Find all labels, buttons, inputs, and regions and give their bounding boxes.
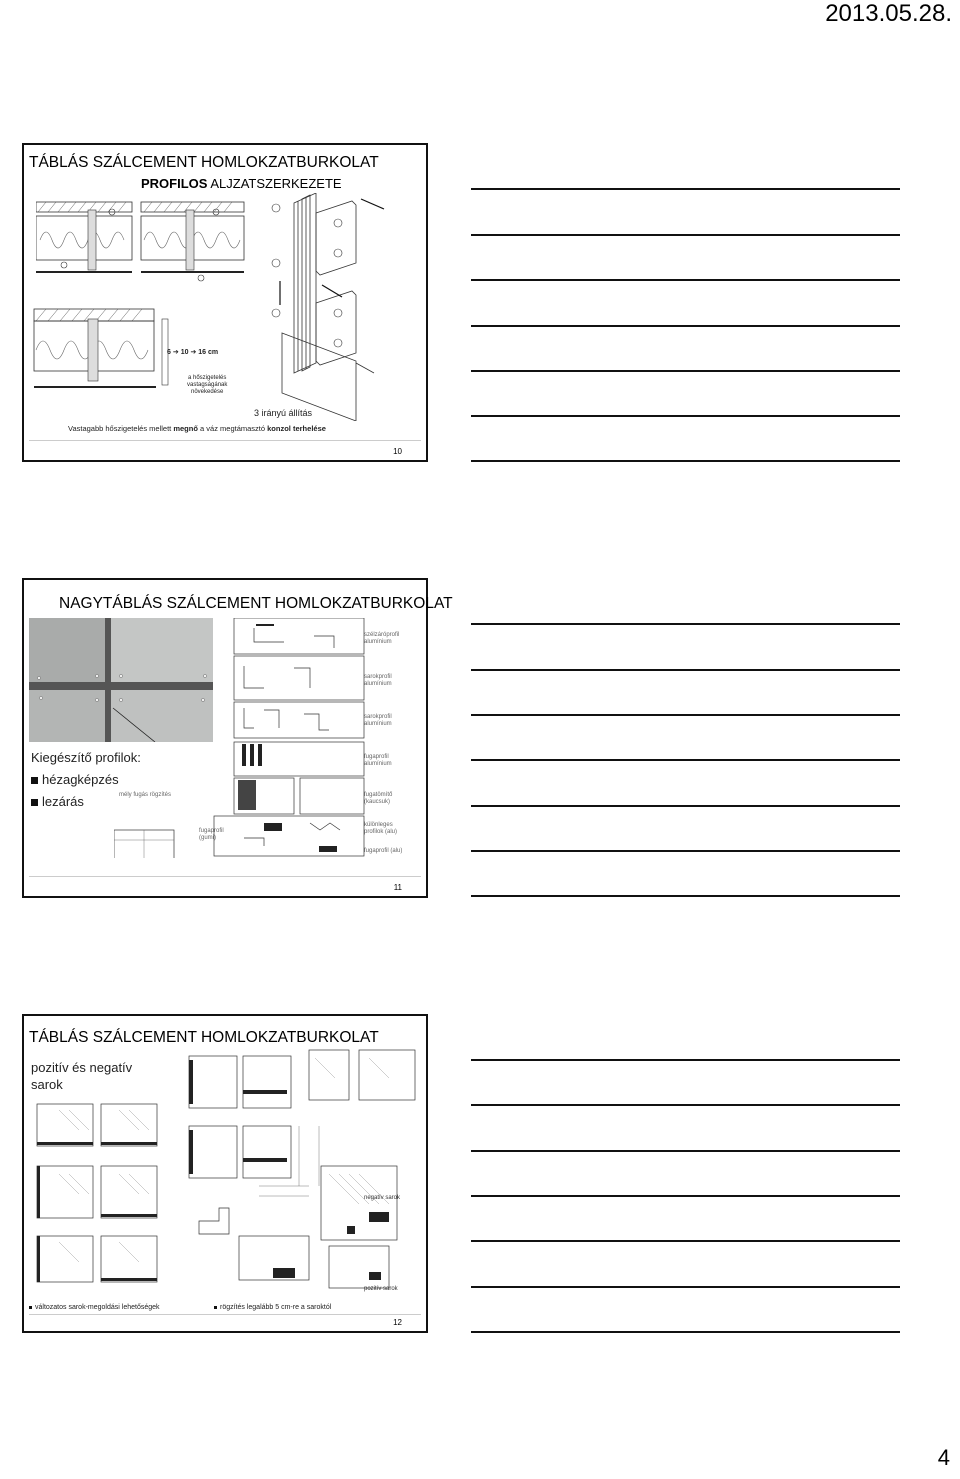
page-number: 4 [937,1445,950,1470]
footer-rule [29,876,421,877]
footer-rule [29,440,421,441]
profile-label-6 [364,822,397,836]
list-item-label: hézagképzés [42,772,119,787]
notes-line [471,325,900,327]
range-label [167,348,218,356]
adjust-label: 3 irányú állítás [254,408,313,418]
subtitle-line-2: sarok [31,1077,63,1092]
slide-10 [22,143,428,462]
profile-label-2 [364,674,392,688]
arrow-icon: ➔ [172,349,179,356]
footer-note-text: változatos sarok-megoldási lehetőségek [35,1304,160,1311]
label-line: szélzáróprofil [364,632,400,638]
label-line: (gumi) [199,834,217,841]
label-line: alumínium [364,760,392,767]
profile-label-9: mély fugás rögzítés [119,792,172,798]
slide-11 [22,578,453,898]
range-b: 10 [180,349,189,356]
insulation-line-2: vastagságának [187,381,228,388]
notes-line [471,1331,900,1333]
notes-line [471,1286,900,1288]
label-line: fugaprofil [199,828,224,834]
insulation-line-3: növekedése [191,388,224,395]
insulation-line-1: a hőszigetelés [188,375,227,381]
label-line: sarokprofil [364,714,392,720]
range-c: 16 cm [198,349,219,356]
header-date: 2013.05.28. [825,0,952,27]
label-line: alumínium [364,680,392,687]
bracket-3d-drawing [256,193,416,421]
square-bullet-icon [214,1306,217,1309]
notes-line [471,370,900,372]
label-line: sarokprofil [364,674,392,680]
section-drawing-bottom [32,305,172,397]
notes-line [471,895,900,897]
notes-line [471,415,900,417]
slide-number: 11 [393,883,402,892]
slide-caption [68,424,326,433]
slide-title: NAGYTÁBLÁS SZÁLCEMENT HOMLOKZATBURKOLAT [59,595,453,612]
notes-line [471,714,900,716]
notes-line [471,850,900,852]
notes-line [471,1059,900,1061]
section-drawing-top [36,200,258,295]
profile-label-1 [364,632,399,646]
list-item-label: lezárás [42,794,84,809]
slide-title: TÁBLÁS SZÁLCEMENT HOMLOKZATBURKOLAT [29,1029,379,1046]
positive-corner-label: pozitív sarok [364,1286,398,1292]
list-title: Kiegészítő profilok: [31,750,141,765]
footer-note-2 [214,1304,331,1311]
label-line: alumínium [364,638,392,645]
profile-label-4 [364,754,392,768]
label-line: alumínium [364,720,392,727]
notes-line [471,805,900,807]
slide-number: 12 [393,1318,402,1327]
notes-line [471,1195,900,1197]
notes-line [471,1104,900,1106]
arrow-icon: ➔ [190,349,197,356]
slide-12 [22,1014,428,1333]
notes-line [471,279,900,281]
notes-line [471,759,900,761]
negative-corner-label: negatív sarok [364,1195,401,1201]
label-line: (kaucsuk) [364,798,391,805]
profile-label-3 [364,714,392,728]
profile-label-7: fugaprofil (alu) [364,848,403,854]
caption-bold-2: konzol terhelése [267,424,326,433]
caption-bold-1: megnő [173,424,198,433]
notes-line [471,623,900,625]
notes-line [471,234,900,236]
footer-note-1 [29,1304,160,1311]
profiles-drawing [114,618,376,858]
profile-label-5 [364,792,392,806]
notes-line [471,669,900,671]
square-bullet-icon [29,1306,32,1309]
label-line: profilok (alu) [364,828,398,835]
slide-number: 10 [393,447,402,456]
notes-line [471,1150,900,1152]
notes-line [471,188,900,190]
label-line: fugaprofil [364,754,389,760]
range-a: 6 [167,349,171,356]
subtitle-rest: ALJZATSZERKEZETE [207,176,342,191]
caption-pre: Vastagabb hőszigetelés mellett [68,424,174,433]
subtitle-line-1: pozitív és negatív [31,1060,133,1075]
slide-title: TÁBLÁS SZÁLCEMENT HOMLOKZATBURKOLAT [29,154,379,171]
insulation-label [187,375,227,396]
profile-label-8 [199,828,224,842]
subtitle-bold: PROFILOS [141,176,208,191]
notes-line [471,1240,900,1242]
square-bullet-icon [31,799,38,806]
label-line: különleges [364,822,393,828]
caption-mid: a váz megtámasztó [197,424,268,433]
square-bullet-icon [31,777,38,784]
corner-details-drawing [29,1046,424,1296]
footer-note-text: rögzítés legalább 5 cm-re a saroktól [220,1304,332,1311]
label-line: fugatömítő [364,792,393,798]
footer-rule [29,1314,421,1315]
slide-subtitle [141,176,342,191]
notes-line [471,460,900,462]
